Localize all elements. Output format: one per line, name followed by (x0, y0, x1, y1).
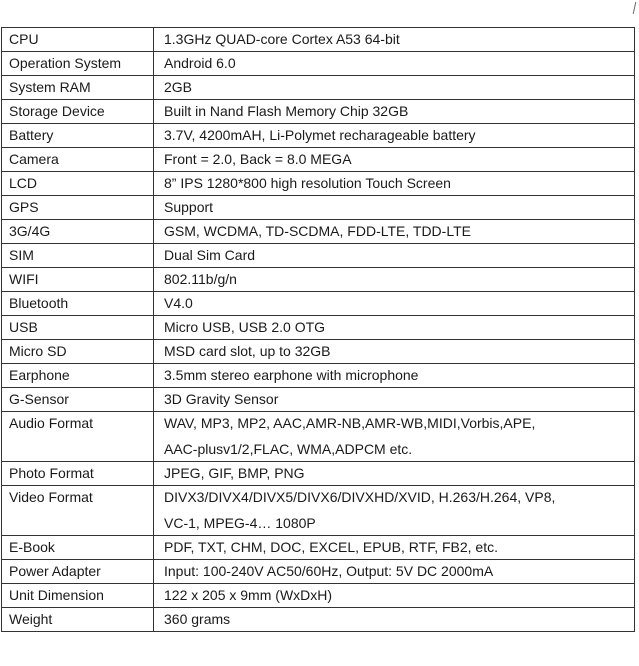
spec-label: Earphone (2, 364, 154, 388)
spec-label: Battery (2, 124, 154, 148)
spec-label: E-Book (2, 536, 154, 560)
spec-table (1, 27, 635, 632)
spec-value (154, 462, 635, 486)
spec-row (2, 124, 635, 148)
spec-label: LCD (2, 172, 154, 196)
spec-value-line: 8” IPS 1280*800 high resolution Touch Screen (164, 175, 451, 191)
spec-value-line: Support (164, 199, 214, 215)
spec-value (154, 412, 635, 462)
spec-row (2, 340, 635, 364)
spec-value (154, 560, 635, 584)
spec-value (154, 148, 635, 172)
spec-value-line: 3.5mm stereo earphone with microphone (164, 367, 419, 383)
spec-value-line: 1.3GHz QUAD-core Cortex A53 64-bit (164, 31, 400, 47)
spec-value-line: 360 grams (164, 611, 231, 627)
spec-value-line: Input: 100-240V AC50/60Hz, Output: 5V DC 2000mA (164, 563, 494, 579)
spec-value-line: WAV, MP3, MP2, AAC,AMR-NB,AMR-WB,MIDI,Vorbis,APE, (164, 415, 536, 431)
spec-label: SIM (2, 244, 154, 268)
spec-label: Video Format (2, 486, 154, 536)
spec-row (2, 268, 635, 292)
spec-value (154, 388, 635, 412)
spec-label: System RAM (2, 76, 154, 100)
spec-value (154, 292, 635, 316)
spec-row (2, 76, 635, 100)
spec-value-line: GSM, WCDMA, TD-SCDMA, FDD-LTE, TDD-LTE (164, 223, 471, 239)
spec-value-line: 2GB (164, 79, 193, 95)
spec-value-line: AAC-plusv1/2,FLAC, WMA,ADPCM etc. (164, 441, 413, 457)
spec-value (154, 124, 635, 148)
spec-label: Photo Format (2, 462, 154, 486)
spec-row (2, 364, 635, 388)
spec-row (2, 486, 635, 536)
spec-value (154, 52, 635, 76)
spec-value-line: MSD card slot, up to 32GB (164, 343, 331, 359)
spec-label: Micro SD (2, 340, 154, 364)
spec-label: Storage Device (2, 100, 154, 124)
spec-value (154, 608, 635, 632)
spec-value-line: Built in Nand Flash Memory Chip 32GB (164, 103, 409, 119)
spec-value-line: VC-1, MPEG-4… 1080P (164, 515, 316, 531)
spec-row (2, 560, 635, 584)
spec-value-line: Android 6.0 (164, 55, 236, 71)
spec-value-line: V4.0 (164, 295, 193, 311)
spec-label: Audio Format (2, 412, 154, 462)
spec-label: GPS (2, 196, 154, 220)
spec-label: Operation System (2, 52, 154, 76)
spec-row (2, 28, 635, 52)
spec-row (2, 244, 635, 268)
spec-value (154, 584, 635, 608)
spec-label: Power Adapter (2, 560, 154, 584)
spec-value (154, 316, 635, 340)
spec-table-body (2, 28, 635, 632)
spec-row (2, 292, 635, 316)
spec-label: Weight (2, 608, 154, 632)
spec-row (2, 172, 635, 196)
spec-value (154, 76, 635, 100)
spec-value (154, 268, 635, 292)
spec-value (154, 100, 635, 124)
spec-label: Bluetooth (2, 292, 154, 316)
spec-label: Unit Dimension (2, 584, 154, 608)
spec-row (2, 536, 635, 560)
spec-value-line: Micro USB, USB 2.0 OTG (164, 319, 326, 335)
spec-value-line: 3.7V, 4200mAH, Li-Polymet recharageable battery (164, 127, 476, 143)
spec-row (2, 584, 635, 608)
spec-label: G-Sensor (2, 388, 154, 412)
spec-value (154, 364, 635, 388)
spec-value-line: PDF, TXT, CHM, DOC, EXCEL, EPUB, RTF, FB2, etc. (164, 539, 498, 555)
spec-value (154, 28, 635, 52)
spec-value (154, 536, 635, 560)
spec-row (2, 148, 635, 172)
spec-row (2, 52, 635, 76)
spec-value (154, 220, 635, 244)
spec-row (2, 220, 635, 244)
spec-value-line: JPEG, GIF, BMP, PNG (164, 465, 305, 481)
spec-value (154, 486, 635, 536)
spec-value (154, 340, 635, 364)
spec-row (2, 462, 635, 486)
spec-value-line: Dual Sim Card (164, 247, 256, 263)
spec-value-line: 3D Gravity Sensor (164, 391, 279, 407)
spec-row (2, 388, 635, 412)
spec-row (2, 316, 635, 340)
spec-label: WIFI (2, 268, 154, 292)
spec-value-line: Front = 2.0, Back = 8.0 MEGA (164, 151, 352, 167)
spec-row (2, 412, 635, 462)
spec-label: 3G/4G (2, 220, 154, 244)
spec-value (154, 172, 635, 196)
spec-value-line: DIVX3/DIVX4/DIVX5/DIVX6/DIVXHD/XVID, H.263/H.264, VP8, (164, 489, 556, 505)
spec-value (154, 244, 635, 268)
spec-label: USB (2, 316, 154, 340)
spec-label: CPU (2, 28, 154, 52)
corner-mark (627, 2, 637, 14)
spec-row (2, 196, 635, 220)
spec-row (2, 608, 635, 632)
spec-value-line: 122 x 205 x 9mm (WxDxH) (164, 587, 333, 603)
spec-row (2, 100, 635, 124)
spec-value (154, 196, 635, 220)
spec-value-line: 802.11b/g/n (164, 271, 237, 287)
spec-label: Camera (2, 148, 154, 172)
